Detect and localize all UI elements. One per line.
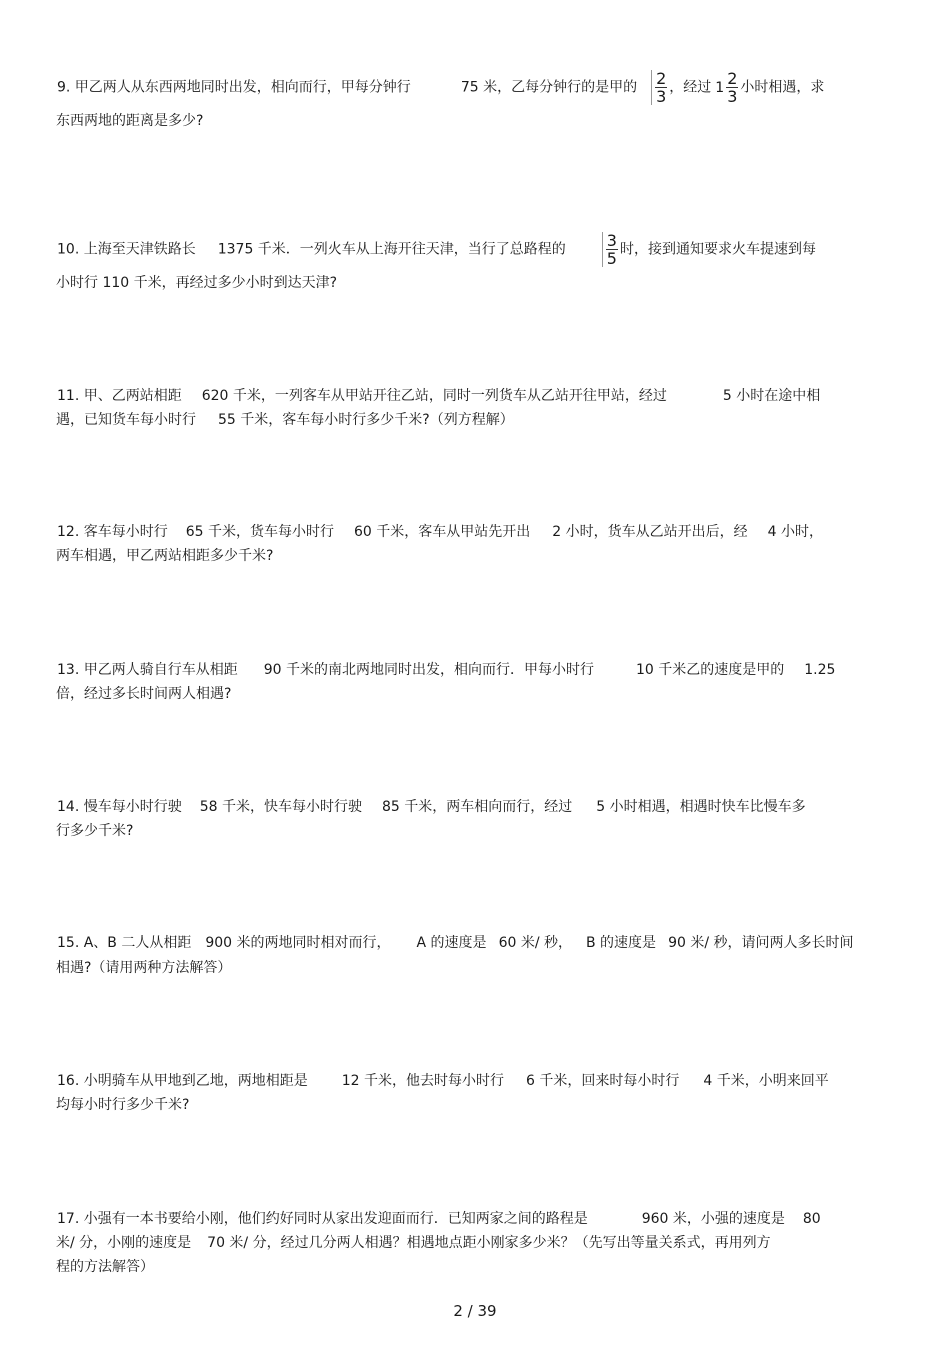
q13-text-b: 90 千米的南北两地同时出发，相向而行．甲每小时行 xyxy=(263,662,594,678)
q15-text-e: B 的速度是 xyxy=(586,935,657,951)
question-13-line-2: 倍，经过多长时间两人相遇? xyxy=(56,686,232,702)
q15-text-f: 90 米/ 秒，请问两人多长时间 xyxy=(668,935,854,951)
question-14-line-2: 行多少千米? xyxy=(56,823,134,839)
q9-text-c: ，经过 xyxy=(669,79,712,96)
question-12-line-1 xyxy=(57,522,823,542)
question-9-line-2: 东西两地的距离是多少? xyxy=(56,113,204,129)
mixed-number-whole: 1 xyxy=(715,79,725,96)
q12-text-a: 12. 客车每小时行 xyxy=(57,524,168,540)
question-14-line-1 xyxy=(57,797,806,817)
q14-text-a: 14. 慢车每小时行驶 xyxy=(57,799,182,815)
question-17-line-1 xyxy=(57,1209,821,1229)
q15-text-a: 15. A、B 二人从相距 xyxy=(57,935,192,951)
q17-text-a: 17. 小强有一本书要给小刚，他们约好同时从家出发迎面而行．已知两家之间的路程是 xyxy=(57,1211,588,1227)
question-13-line-1 xyxy=(57,660,835,680)
fraction-three-fifths: $\frac{3}{5}$ xyxy=(602,232,618,267)
q16-text-a: 16. 小明骑车从甲地到乙地，两地相距是 xyxy=(57,1073,308,1089)
q13-text-a: 13. 甲乙两人骑自行车从相距 xyxy=(57,662,238,678)
q11-text-a: 11. 甲、乙两站相距 xyxy=(57,388,182,404)
q13-text-d: 1.25 xyxy=(804,662,836,678)
q16-text-c: 6 千米，回来时每小时行 xyxy=(525,1073,680,1089)
q17-text-c: 80 xyxy=(802,1211,821,1227)
question-11-line-2 xyxy=(56,410,514,430)
q13-text-c: 10 千米乙的速度是甲的 xyxy=(635,662,785,678)
q9-text-b: 75 米，乙每分钟行的是甲的 xyxy=(460,79,638,96)
q10-text-a: 10. 上海至天津铁路长 xyxy=(57,241,196,258)
question-11-line-1 xyxy=(57,386,820,406)
q17-text-2b: 70 米/ 分，经过几分两人相遇？相遇地点距小刚家多少米？（先写出等量关系式，再用列方 xyxy=(207,1235,771,1251)
q14-text-b: 58 千米，快车每小时行驶 xyxy=(199,799,362,815)
question-12-line-2: 两车相遇，甲乙两站相距多少千米? xyxy=(56,548,274,564)
q11-text-c: 5 小时在途中相 xyxy=(722,388,821,404)
q12-text-c: 60 千米，客车从甲站先开出 xyxy=(353,524,531,540)
question-17-line-2 xyxy=(56,1233,771,1253)
q9-text-a: 9. 甲乙两人从东西两地同时出发，相向而行，甲每分钟行 xyxy=(57,79,411,96)
q15-text-d: 60 米/ 秒， xyxy=(498,935,572,951)
q17-text-2a: 米/ 分，小刚的速度是 xyxy=(56,1235,192,1251)
q16-text-b: 12 千米，他去时每小时行 xyxy=(341,1073,504,1089)
question-17-line-3: 程的方法解答） xyxy=(56,1259,154,1275)
page-number: 2 / 39 xyxy=(453,1302,497,1320)
q10-text-b: 1375 千米．一列火车从上海开往天津，当行了总路程的 xyxy=(217,241,566,258)
q14-text-d: 5 小时相遇，相遇时快车比慢车多 xyxy=(596,799,806,815)
q14-text-c: 85 千米，两车相向而行，经过 xyxy=(381,799,573,815)
fraction-two-thirds-mixed: $\frac{2}{3}$ xyxy=(727,69,738,106)
q12-text-e: 4 小时， xyxy=(767,524,823,540)
q15-text-b: 900 米的两地同时相对而行， xyxy=(205,935,391,951)
q11-text-b: 620 千米，一列客车从甲站开往乙站，同时一列货车从乙站开往甲站，经过 xyxy=(201,388,667,404)
q9-text-d: 小时相遇，求 xyxy=(740,79,825,96)
q17-text-b: 960 米，小强的速度是 xyxy=(641,1211,785,1227)
q12-text-b: 65 千米，货车每小时行 xyxy=(185,524,334,540)
q11-text-2a: 遇，已知货车每小时行 xyxy=(56,412,196,428)
q10-text-c: 时，接到通知要求火车提速到每 xyxy=(619,241,816,258)
q12-text-d: 2 小时，货车从乙站开出后，经 xyxy=(552,524,748,540)
q15-text-c: A 的速度是 xyxy=(416,935,487,951)
question-15-line-1 xyxy=(57,933,854,953)
question-16-line-2: 均每小时行多少千米? xyxy=(56,1097,190,1113)
question-9-line-1 xyxy=(57,70,824,105)
question-10-line-1 xyxy=(57,232,816,267)
question-10-line-2: 小时行 110 千米，再经过多少小时到达天津? xyxy=(56,275,338,291)
q11-text-2b: 55 千米，客车每小时行多少千米?（列方程解） xyxy=(218,412,514,428)
q16-text-d: 4 千米，小明来回平 xyxy=(703,1073,829,1089)
question-15-line-2: 相遇?（请用两种方法解答） xyxy=(56,960,232,976)
fraction-two-thirds: $\frac{2}{3}$ xyxy=(651,70,667,105)
question-16-line-1 xyxy=(57,1071,829,1091)
